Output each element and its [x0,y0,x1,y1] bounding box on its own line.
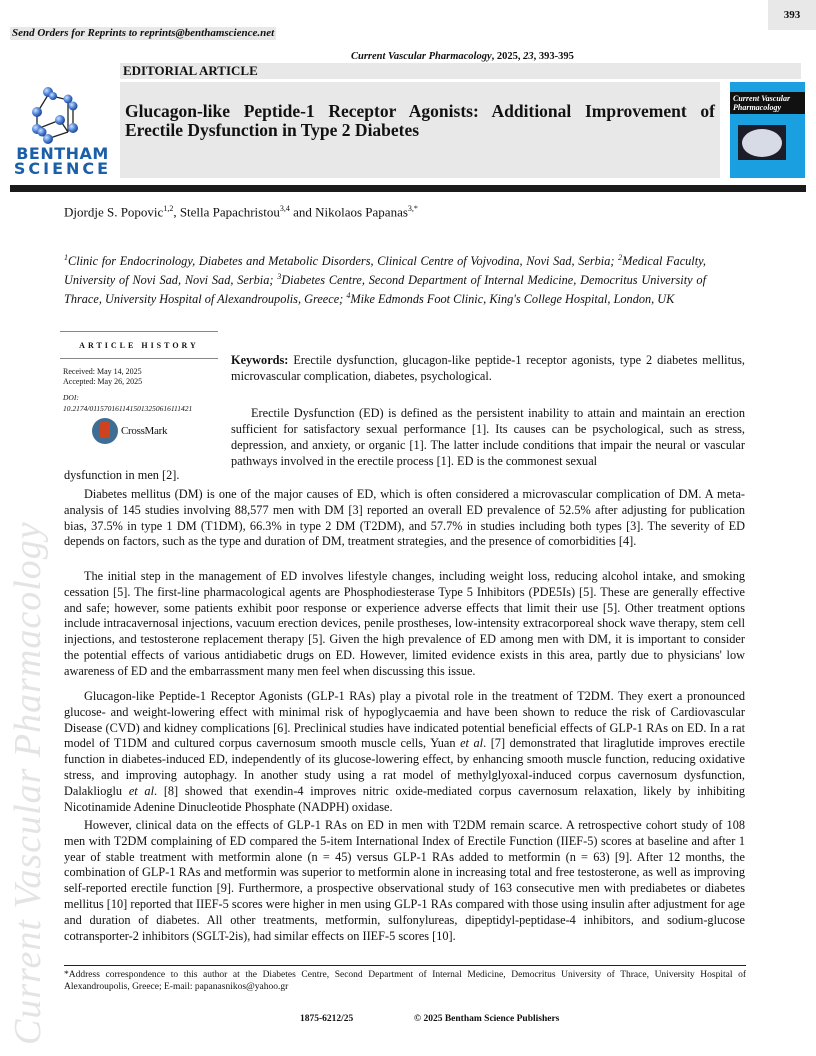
author-name: Djordje S. Popovic [64,204,164,220]
divider [60,358,218,359]
paragraph-management: The initial step in the management of ED involves lifestyle changes, including weight loss, reducing alcohol intake, and smoking cessation [5]. The first-line pharmacological agents are Phosphodiesterase Type 5 Inhibitors (PDE5Is) [5]. These are generally effective and safe; however, some patients exhibit poor response or experience adverse effects that limit their use [5]. Other treatment options include intracavernosal injections, vacuum erection devices, penile prostheses, low-intensity extracorporeal shock wave therapy, stem cell injections, and testosterone replacement therapy [5]. Given the high prevalence of ED among men with DM, it is important to consider the potential effects of various antidiabetic drugs on ED. However, limited evidence exists in this area, partly due to physicians' low awareness of ED and the embarrassment many men feel when discussing this issue. [64,569,745,678]
footnote-divider [64,965,746,966]
accepted-date: Accepted: May 26, 2025 [63,377,143,386]
correspondence-footnote: *Address correspondence to this author at the Diabetes Centre, Second Department of Internal Medicine, Democritus University of Thrace, University Hospital of Alexandroupolis, Greece; E-mail: papanasnikos@yahoo.gr [64,970,746,992]
journal-year: , 2025, [491,51,524,62]
author-list: Djordje S. Popovic$^{1,2}$, Stella Papachristou$^{3,4}$ and Nikolaos Papanas$^{3,*}$ [64,204,418,220]
crossmark-icon [92,418,118,444]
keywords [231,352,745,384]
journal-cover[interactable] [730,82,805,178]
molecule-icon [10,82,115,146]
keywords-text: Erectile dysfunction, glucagon-like peptide-1 receptor agonists, type 2 diabetes mellitus, microvascular complication, diabetes, psychological. [231,353,745,383]
doi-link[interactable]: 10.2174/0115701611415013250616111421 [63,404,193,413]
article-history [60,331,218,444]
cover-title: Current Vascular Pharmacology [730,92,805,114]
journal-citation [351,51,574,62]
logo-text: BENTHAM SCIENCE [13,144,112,178]
paragraph-intro-tail: dysfunction in men [2]. [64,468,180,482]
received-date: Received: May 14, 2025 [63,367,142,376]
keywords-label: Keywords: [231,353,289,367]
issn: 1875-6212/25 [300,1014,354,1024]
paragraph-intro: Erectile Dysfunction (ED) is defined as the persistent inability to attain and maintain an erection sufficient for satisfactory sexual performance [1]. Its causes can be psychological, such as stress, depression, and anxiety, or organic [1]. The latter include conditions that impair the neural or vascular pathways involved in the erectile process [1]. ED is the commonest sexual [231,406,745,468]
history-title: ARTICLE HISTORY [79,341,199,350]
author-name: Stella Papachristou [179,204,280,220]
reprints-notice: Send Orders for Reprints to reprints@benthamscience.net [12,27,275,39]
affiliations: $^1$Clinic for Endocrinology, Diabetes and Metabolic Disorders, Clinical Centre of Vojvodina, Novi Sad, Serbia; $^2$Medical Faculty, University of Novi Sad, Novi Sad, Serbia; $^3$Diabetes Centre, Second Department of Internal Medicine, Democritus University of Thrace, University Hospital of Alexandroupolis, Greece; $^4$Mike Edmonds Foot Clinic, King's College Hospital, London, UK [64,253,706,307]
copyright: © 2025 Bentham Science Publishers [414,1014,560,1024]
article-title: Glucagon-like Peptide-1 Receptor Agonists: Additional Improvement of Erectile Dysfunction in Type 2 Diabetes [125,101,715,140]
article-type: EDITORIAL ARTICLE [120,63,801,79]
paragraph-dm: Diabetes mellitus (DM) is one of the major causes of ED, which is often considered a microvascular complication of DM. A meta-analysis of 145 studies involving 88,577 men with DM [3] reported an overall ED prevalence of 52.5% after adjusting for publication bias, 37.5% in type 1 DM (T1DM), 66.3% in type 2 DM (T2DM), and 57.7% in studies including both types [3]. The severity of ED depends on factors, such as the type and duration of DM, treatment strategies, and the presence of comorbidities [4]. [64,487,745,549]
journal-name: Current Vascular Pharmacology [351,51,492,62]
paragraph-glp1: Glucagon-like Peptide-1 Receptor Agonists (GLP-1 RAs) play a pivotal role in the treatment of T2DM. They exert a pronounced glucose- and weight-lowering effect with minimal risk of hypoglycaemia and have been shown to reduce the risk of Cardiovascular Disease (CVD) and kidney complications [6]. Preclinical studies have indicated potential beneficial effects of GLP-1 RAs on ED. In a rat model of T1DM and cultured corpus cavernosum smooth muscle cells, Yuan et al. [7] demonstrated that liraglutide improves erectile function in diabetes-induced ED, independently of its glucose-lowering effect, by enhancing smooth muscle function, reducing oxidative stress, and improving autophagy. In another study using a rat model of methylglyoxal-induced corpus cavernosum dysfunction, Dalaklioglu et al. [8] showed that exendin-4 improves nitric oxide-mediated corpus cavernosum relaxation, likely by inhibiting Nicotinamide Adenine Dinucleotide Phosphate (NADPH) oxidase. [64,689,745,814]
journal-volume: 23 [523,51,534,62]
author-name: Nikolaos Papanas [315,204,408,220]
title-box [120,82,720,178]
crossmark-label: CrossMark [121,425,168,437]
paragraph-clinical: However, clinical data on the effects of GLP-1 RAs on ED in men with T2DM remain scarce. A retrospective cohort study of 108 men with T2DM complaining of ED compared the 5-item International Index of Erectile Function (IIEF-5) scores at baseline and after 1 year of stable treatment with metformin alone (n = 45) versus GLP-1 RAs added to metformin (n = 63) [9]. After 12 months, the combination of GLP-1 RAs and metformin was superior to metformin alone in increasing total and free testosterone, as well as improving self-reported erectile function [9]. Furthermore, a prospective observational study of 163 consecutive men with prediabetes or diabetes mellitus [10] reported that IIEF-5 scores were higher in men using GLP-1 RAs compared with those using insulin after adjustment for age and duration of diabetes. All other treatments, metformin, sulfonylureas, dipeptidyl-peptidase-4 inhibitors, and sodium-glucose cotransporter-2 inhibitors (SGLT-2is), had similar effects on IIEF-5 scores [10]. [64,818,745,943]
journal-watermark: Current Vascular Pharmacology [7,521,49,1045]
header-divider [10,185,806,192]
crossmark-button[interactable] [92,418,218,444]
journal-pages: , 393-395 [533,51,574,62]
doi-label: DOI: [63,393,79,402]
page-number: 393 [768,0,816,30]
cover-illustration [738,125,786,160]
bentham-logo [10,82,115,178]
